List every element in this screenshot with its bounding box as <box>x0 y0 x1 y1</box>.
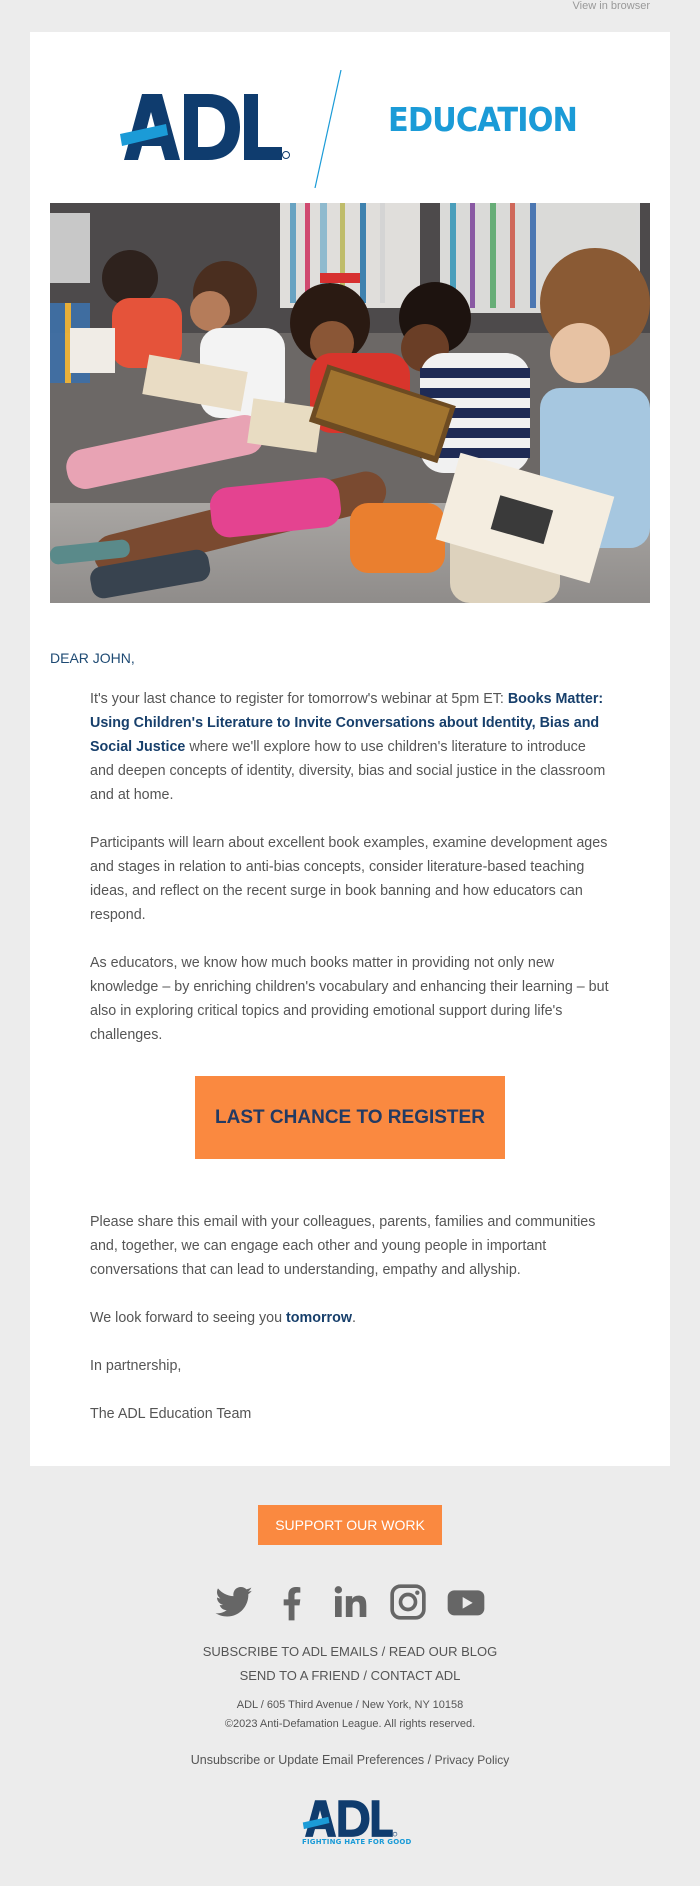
address-block <box>0 1696 700 1734</box>
webinar-title-link[interactable]: Books Matter: Using Children's Literature to Invite Conversations about Identity, Bias and Social Justice <box>90 691 604 755</box>
intro-text: It's your last chance to register for tomorrow's webinar at 5pm ET: <box>90 691 508 707</box>
youtube-link[interactable] <box>446 1580 486 1624</box>
subscribe-link[interactable]: SUBSCRIBE TO ADL EMAILS <box>202 1644 379 1659</box>
period: . <box>351 1310 356 1326</box>
twitter-link[interactable] <box>214 1580 254 1624</box>
contact-adl-link[interactable]: CONTACT ADL <box>370 1668 461 1683</box>
youtube-icon <box>446 1580 486 1624</box>
read-blog-link[interactable]: READ OUR BLOG <box>388 1644 498 1659</box>
tomorrow-link[interactable]: tomorrow <box>286 1310 352 1326</box>
header <box>30 32 670 202</box>
header-divider <box>313 70 343 188</box>
linkedin-icon <box>330 1580 370 1624</box>
hero-image <box>50 203 650 603</box>
paragraph-look-forward <box>90 1306 610 1330</box>
cta-container <box>30 1076 670 1159</box>
email-card <box>30 32 670 1466</box>
separator: / <box>359 1668 371 1683</box>
signature: The ADL Education Team <box>90 1406 252 1422</box>
greeting: DEAR JOHN, <box>50 650 135 666</box>
separator: / <box>424 1753 435 1767</box>
preferences-links <box>0 1753 700 1767</box>
paragraph-intro <box>90 687 610 807</box>
twitter-icon <box>214 1580 254 1624</box>
instagram-link[interactable] <box>388 1580 428 1624</box>
look-forward-text: We look forward to seeing you <box>90 1310 287 1326</box>
privacy-policy-link[interactable]: Privacy Policy <box>434 1753 510 1767</box>
instagram-icon <box>388 1580 428 1624</box>
copyright: ©2023 Anti-Defamation League. All rights reserved. <box>224 1718 476 1730</box>
paragraph-participants: Participants will learn about excellent book examples, examine development ages and stages in relation to anti-bias concepts, consider literature-based teaching ideas, and reflect on the recent surge in book banning and how educators can respond. <box>90 835 608 923</box>
support-container <box>0 1505 700 1545</box>
footer-links <box>0 1640 700 1688</box>
facebook-icon <box>272 1580 312 1624</box>
send-to-friend-link[interactable]: SEND TO A FRIEND <box>239 1668 360 1683</box>
footer-links-row-1 <box>0 1640 700 1664</box>
body-content-top <box>90 687 610 1071</box>
unsubscribe-link[interactable]: Unsubscribe or Update Email Preferences <box>190 1753 425 1767</box>
linkedin-link[interactable] <box>330 1580 370 1624</box>
mailing-address: ADL / 605 Third Avenue / New York, NY 10158 <box>236 1699 464 1711</box>
facebook-link[interactable] <box>272 1580 312 1624</box>
closing: In partnership, <box>90 1358 182 1374</box>
footer-links-row-2 <box>0 1664 700 1688</box>
intro-tail-text: where we'll explore how to use children's literature to introduce and deepen concepts of identity, diversity, bias and social justice in the classroom and at home. <box>90 739 606 803</box>
footer-adl-logo[interactable] <box>300 1798 400 1838</box>
children-reading-photo <box>50 203 650 603</box>
view-in-browser-link[interactable]: View in browser <box>572 0 650 12</box>
register-button[interactable]: LAST CHANCE TO REGISTER <box>195 1076 505 1159</box>
social-links <box>0 1580 700 1624</box>
paragraph-share: Please share this email with your colleagues, parents, families and communities and, together, we can engage each other and young people in important conversations that can lead to understanding, empathy and allyship. <box>90 1214 596 1278</box>
education-label: EDUCATION <box>388 100 577 139</box>
adl-logo[interactable] <box>120 90 290 162</box>
body-content-bottom <box>90 1210 610 1450</box>
footer-tagline: FIGHTING HATE FOR GOOD <box>302 1838 412 1846</box>
paragraph-educators: As educators, we know how much books matter in providing not only new knowledge – by enriching children's vocabulary and enhancing their learning – but also in exploring critical topics and providing emotional support during life's challenges. <box>90 955 609 1043</box>
separator: / <box>378 1644 389 1659</box>
support-our-work-button[interactable]: SUPPORT OUR WORK <box>258 1505 442 1545</box>
